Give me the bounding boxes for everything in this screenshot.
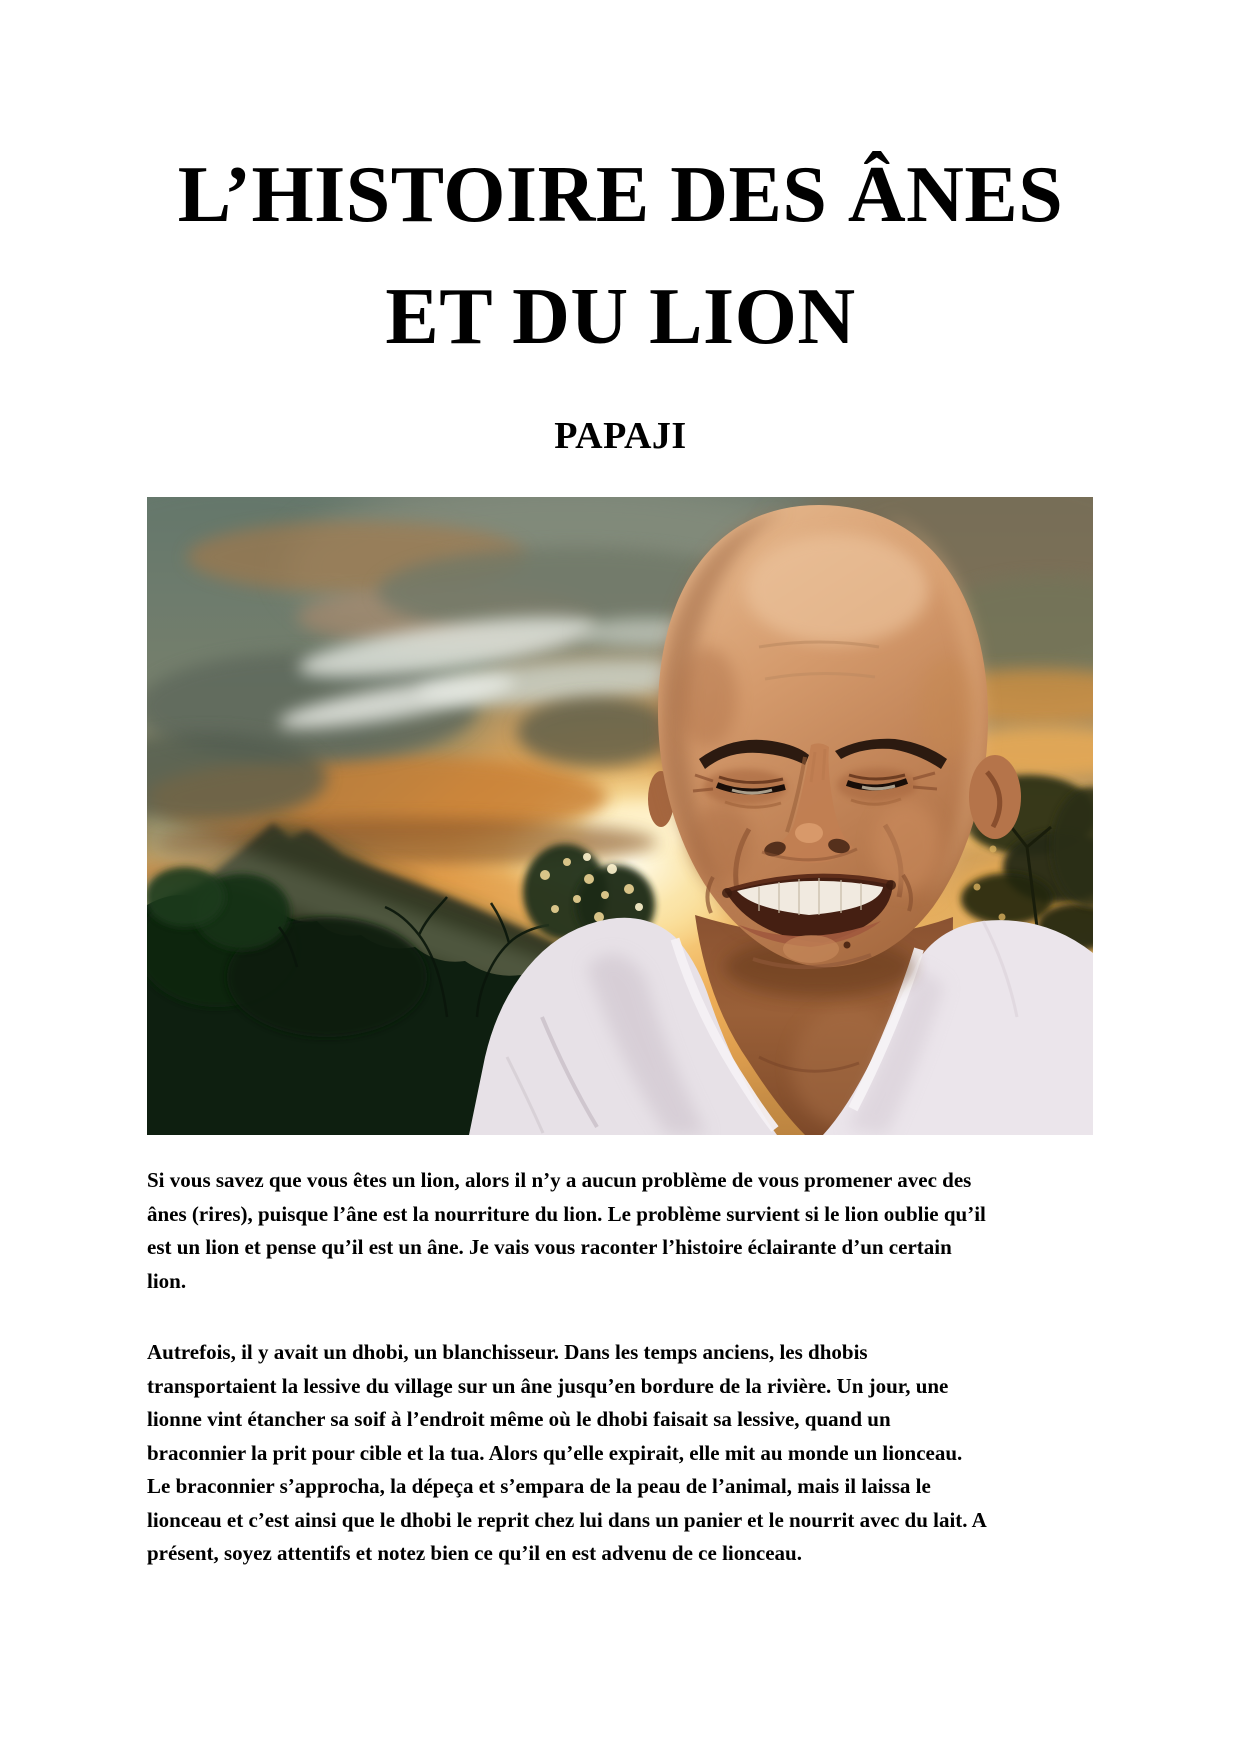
page-title <box>0 134 1241 378</box>
author-subtitle: PAPAJI <box>554 415 687 457</box>
paragraph-2-line: braconnier la prit pour cible et la tua. Alors qu’elle expirait, elle mit au monde un lionceau. <box>147 1440 963 1465</box>
paragraph-2-line: lionne vint étancher sa soif à l’endroit même où le dhobi faisait sa lessive, quand un <box>147 1407 891 1431</box>
paragraph-2-line: transportaient la lessive du village sur un âne jusqu’en bordure de la rivière. Un jour, une <box>147 1373 949 1398</box>
paragraph-2-line: lionceau et c’est ainsi que le dhobi le reprit chez lui dans un panier et le nourrit avec du lait. A <box>147 1507 987 1532</box>
paragraph-2-line: présent, soyez attentifs et notez bien ce qu’il en est advenu de ce lionceau. <box>147 1541 802 1565</box>
paragraph-1-line: est un lion et pense qu’il est un âne. Je vais vous raconter l’histoire éclairante d’un certain <box>147 1235 952 1259</box>
paragraph-2 <box>147 1336 1097 1571</box>
paragraph-2-line: Autrefois, il y avait un dhobi, un blanchisseur. Dans les temps anciens, les dhobis <box>147 1340 868 1364</box>
paragraph-1-line: ânes (rires), puisque l’âne est la nourriture du lion. Le problème survient si le lion oublie qu’il <box>147 1201 986 1226</box>
page-title-line-1: L’HISTOIRE DES ÂNES <box>177 151 1064 239</box>
paragraph-1 <box>147 1164 1097 1298</box>
papaji-portrait-illustration <box>147 497 1093 1135</box>
page-title-line-2: ET DU LION <box>385 273 856 361</box>
paragraph-1-line: lion. <box>147 1268 187 1293</box>
right-ear <box>969 755 1021 839</box>
papaji-portrait-photo <box>147 497 1093 1135</box>
mole <box>844 942 851 949</box>
paragraph-2-line: Le braconnier s’approcha, la dépeça et s’empara de la peau de l’animal, mais il laissa le <box>147 1474 931 1498</box>
paragraph-1-line: Si vous savez que vous êtes un lion, alors il n’y a aucun problème de vous promener avec des <box>147 1168 972 1192</box>
